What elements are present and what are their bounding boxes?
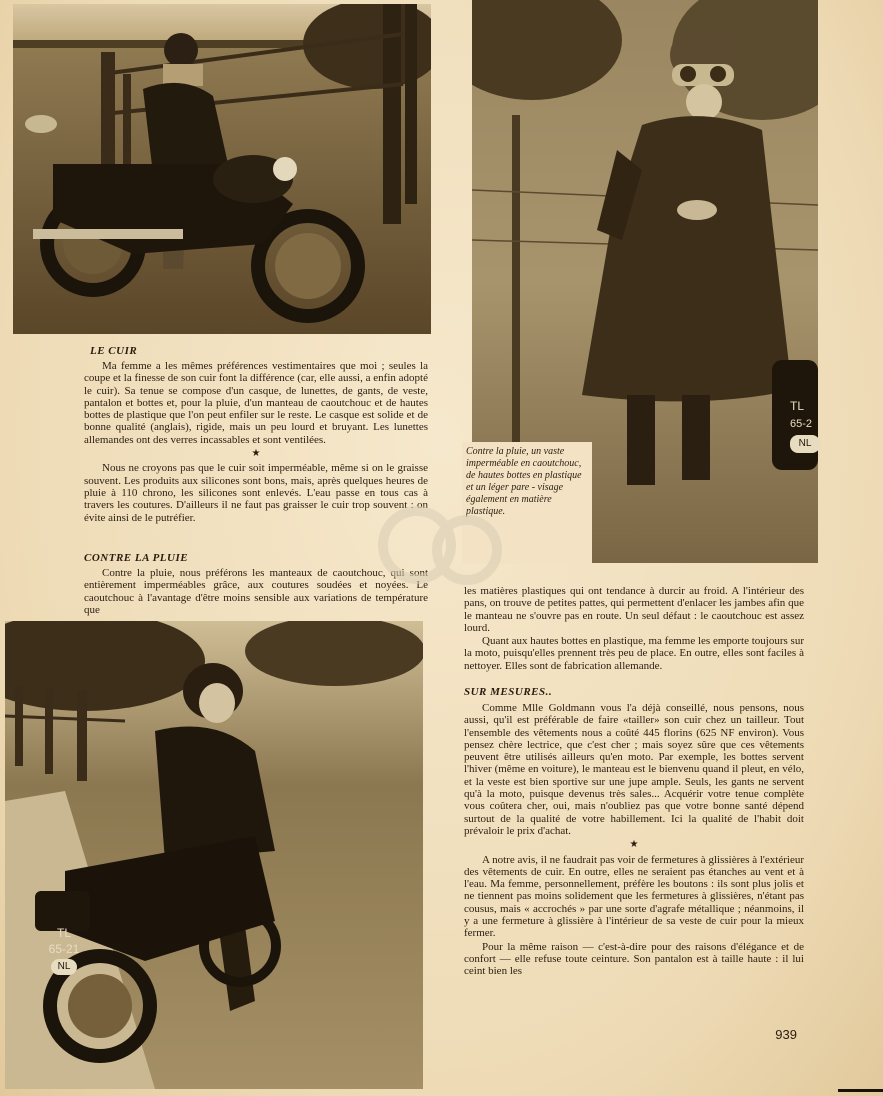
paragraph: Contre la pluie, nous préférons les manteaux de caoutchouc, qui sont entièrement imperméables grâce, aux coutures soudées et noyées. Le caoutchouc à l'avantage d'être moins sensible aux variations de température que [84,567,428,616]
heading-le-cuir: LE CUIR [90,345,138,357]
plate-line-2: 65-21 [48,942,80,956]
plate-line-3: NL [51,959,77,975]
paragraph: A notre avis, il ne faudrait pas voir de fermetures à glissières à l'extérieur des vêtements de cuir. En outre, elles ne seraient pas étanches au vent et à l'eau. Ma femme, personnellement, préfère les boutons : ils sont plus jolis et ne tiennent pas moins solidement que les fermetures à glissières, n'étant pas cousus, mais « accrochés » par une sorte d'agrafe métallique ; néanmoins, il y a une fermeture à glissière à l'intérieur de sa veste de cuir pour la mieux fermer. [464,853,804,940]
separator-star: ★ [251,448,261,460]
paragraph: Nous ne croyons pas que le cuir soit imperméable, même si on le graisse souvent. Les produits aux silicones sont bons, mais, après quelques heures de pluie à 110 chrono, les silicones sont enlevés. L'eau passe en tous cas à travers les coutures. D'ailleurs il ne faut pas graisser le cuir trop souvent : on évite ainsi de le putréfier. [84,462,428,524]
heading-contre-la-pluie: CONTRE LA PLUIE [84,552,189,564]
page-number: 939 [775,1027,797,1042]
plate-line-3: NL [790,435,820,453]
license-plate-bottom [40,925,88,975]
bottom-rule [838,1089,883,1092]
paragraph: les matières plastiques qui ont tendance à durcir au froid. A l'intérieur des pans, on trouve de petites pattes, qui permettent d'enlacer les jambes afin que le manteau ne s'ouvre pas en route. Un seul défaut : le caoutchouc est assez lourd. [464,585,804,634]
photo-caption: Contre la pluie, un vaste imperméable en caoutchouc, de hautes bottes en plastique et un léger pare - visage également en matière plastique. [466,446,582,517]
plate-line-1: TL [790,399,805,413]
paragraph: Quant aux hautes bottes en plastique, ma femme les emporte toujours sur la moto, puisqu'elles prennent très peu de place. En outre, elles sont faciles à nettoyer. Elles sont de fabrication allemande. [464,635,804,672]
separator-star: ★ [629,839,639,851]
paragraph: Pour la même raison — c'est-à-dire pour des raisons d'élégance et de confort — elle refuse toute ceinture. Son pantalon est à taille haute : il lui ceint bien les [464,940,804,978]
heading-sur-mesures: SUR MESURES.. [464,686,553,698]
plate-line-2: 65-2 [790,418,813,430]
paragraph: Ma femme a les mêmes préférences vestimentaires que moi ; seules la coupe et la finesse de son cuir font la différence (car, elle aussi, a enfin adopté le cuir). Sa tenue se compose d'un casque, de lunettes, de gants, de veste, pantalon et bottes et, pour la pluie, d'un manteau de caoutchouc et de hautes bottes de plastique que l'on peut enfiler sur le reste. Le casque est solide et de bonne qualité (anglais), rigide, mais un peu lourd et bruyant. Les lunettes allemandes ont des verres incassables et sont ventilées. [84,360,428,446]
plate-line-1: TL [56,926,71,940]
paragraph: Comme Mlle Goldmann vous l'a déjà conseillé, nous pensons, nous aussi, qu'il est préférable de faire «tailler» son cuir chez un tailleur. Tout l'ensemble des vêtements nous a coûté 445 florins (625 NF environ). Vous pensez chère lectrice, que c'est cher ; mais soyez sûre que ces vêtements peuvent être utilisés ailleurs qu'en moto. Par exemple, les bottes servent l'hiver (même en voiture), le manteau est le bienvenu quand il pleut, en vélo, et la veste est bien sportive sur une jupe ample. Seuls, les gants ne servent qu'à la moto, puisque devenus très sales... Acquérir votre tenue complète vous coûtera cher, oui, mais n'oubliez pas que votre bonne santé dépend surtout de la qualité de votre habillement. Ici la qualité de l'habit doit prévaloir le prix d'achat. [464,702,804,837]
section-continuation [464,585,804,673]
photo-rider-on-motorcycle [13,4,431,334]
section-sur-mesures [464,702,804,979]
watermark-logo [372,500,512,590]
photo-woman-on-motorcycle [5,621,423,1089]
license-plate-top [790,397,820,453]
